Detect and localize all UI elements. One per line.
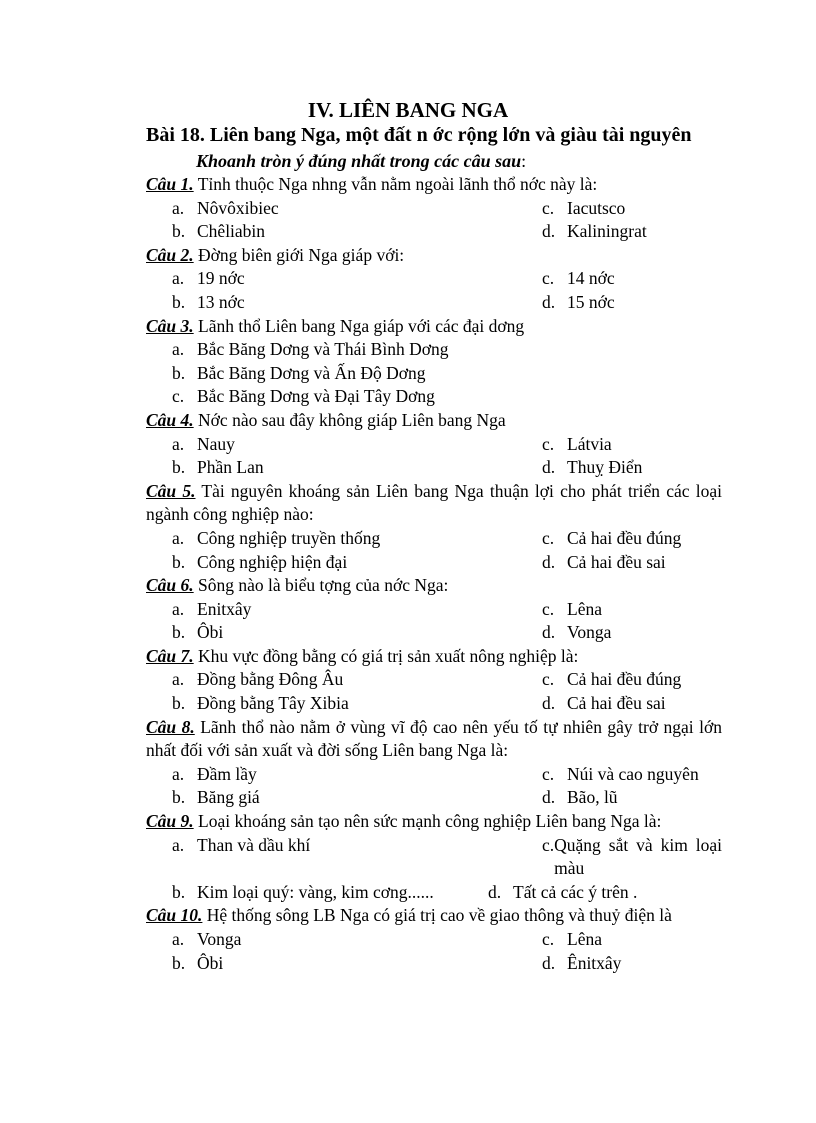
question-text: Sông nào là biểu tợng của nớc Nga: xyxy=(193,575,449,596)
question-text: Loại khoáng sản tạo nên sức mạnh công nghiệp Liên bang Nga là: xyxy=(193,811,662,832)
option-c[interactable]: c. Quặng sắt và kim loại màu xyxy=(542,834,722,879)
option-a[interactable]: a. Đồng bằng Đông Âu xyxy=(172,669,344,690)
option-c[interactable]: c. Cả hai đều đúng xyxy=(542,669,682,690)
option-b[interactable]: b. Công nghiệp hiện đại xyxy=(172,551,348,572)
option-b[interactable]: b. Ôbi xyxy=(172,622,224,643)
option-d[interactable]: d. Kaliningrat xyxy=(542,221,647,242)
lesson-title: Bài 18. Liên bang Nga, một đất n ớc rộng lớn và giàu tài nguyên xyxy=(146,124,692,146)
question-number: Câu 4. xyxy=(146,409,194,430)
option-c[interactable]: c. Lêna xyxy=(542,929,602,949)
question-number: Câu 9. xyxy=(146,811,194,832)
option-b[interactable]: b. 13 nớc xyxy=(172,291,245,312)
question-6 xyxy=(146,574,722,645)
option-a[interactable]: a. Đầm lầy xyxy=(172,763,257,784)
question-number: Câu 5. xyxy=(146,480,196,501)
option-c[interactable]: c. Núi và cao nguyên xyxy=(542,763,699,784)
question-number: Câu 3. xyxy=(146,315,194,336)
option-a[interactable]: a. Nôvôxibiec xyxy=(172,197,279,218)
question-4 xyxy=(146,409,722,480)
option-d[interactable]: d. Bão, lũ xyxy=(542,787,618,808)
option-a[interactable]: a. Bắc Băng Dơng và Thái Bình Dơng xyxy=(172,339,449,360)
option-b[interactable]: b. Phần Lan xyxy=(172,457,264,478)
question-number: Câu 7. xyxy=(146,645,194,666)
option-d[interactable]: d. 15 nớc xyxy=(542,291,615,312)
instruction-colon: : xyxy=(521,151,527,171)
option-c[interactable]: c. Iacutsco xyxy=(542,197,626,218)
option-a[interactable]: a. Vonga xyxy=(172,929,242,949)
question-7 xyxy=(146,645,722,716)
option-a[interactable]: a. Than và dầu khí xyxy=(172,834,311,855)
question-5 xyxy=(146,480,722,574)
question-number: Câu 1. xyxy=(146,174,194,194)
option-d[interactable]: d. Cả hai đều sai xyxy=(542,551,666,572)
option-d[interactable]: d. Tất cả các ý trên . xyxy=(488,881,638,902)
question-3 xyxy=(146,315,722,409)
option-b[interactable]: b. Đồng bằng Tây Xibia xyxy=(172,693,349,714)
question-text: Lãnh thổ Liên bang Nga giáp với các đại dơng xyxy=(193,315,525,336)
question-number: Câu 10. xyxy=(146,905,203,926)
question-8 xyxy=(146,716,722,810)
option-d[interactable]: d. Cả hai đều sai xyxy=(542,693,666,714)
question-text: Tài nguyên khoáng sản Liên bang Nga thuận lợi cho phát triển các loại ngành công nghiệp nào: xyxy=(146,480,722,525)
question-text: Tỉnh thuộc Nga nhng vẫn nằm ngoài lãnh thổ nớc này là: xyxy=(193,174,598,194)
option-a[interactable]: a. Công nghiệp truyền thống xyxy=(172,527,381,548)
question-1 xyxy=(146,173,722,244)
question-text: Khu vực đồng bằng có giá trị sản xuất nông nghiệp là: xyxy=(193,645,579,666)
option-a[interactable]: a. Enitxây xyxy=(172,598,252,619)
option-c[interactable]: c. Lêna xyxy=(542,598,602,619)
option-b[interactable]: b. Chêliabin xyxy=(172,221,266,242)
option-b[interactable]: b. Băng giá xyxy=(172,787,260,808)
option-c[interactable]: c. Bắc Băng Dơng và Đại Tây Dơng xyxy=(172,386,435,407)
option-a[interactable]: a. Nauy xyxy=(172,433,235,454)
question-number: Câu 6. xyxy=(146,575,194,596)
question-text: Đờng biên giới Nga giáp với: xyxy=(193,244,405,265)
option-c[interactable]: c. 14 nớc xyxy=(542,268,615,289)
question-text: Lãnh thổ nào nằm ở vùng vĩ độ cao nên yếu tố tự nhiên gây trở ngại lớn nhất đối với sản xuất và đời sống Liên bang Nga là: xyxy=(146,716,723,761)
instruction xyxy=(196,151,526,172)
option-b[interactable]: b. Bắc Băng Dơng và Ấn Độ Dơng xyxy=(172,362,426,383)
option-d[interactable]: d. Vonga xyxy=(542,622,612,643)
option-c[interactable]: c. Cả hai đều đúng xyxy=(542,527,682,548)
option-d[interactable]: d. Thuỵ Điển xyxy=(542,457,643,478)
page-title: IV. LIÊN BANG NGA xyxy=(307,98,509,122)
question-text: Nớc nào sau đây không giáp Liên bang Nga xyxy=(193,409,506,430)
option-b[interactable]: b. Kim loại quý: vàng, kim cơng...... xyxy=(172,881,434,902)
question-number: Câu 2. xyxy=(146,244,194,265)
question-text: Hệ thống sông LB Nga có giá trị cao về giao thông và thuỷ điện là xyxy=(202,905,672,926)
option-a[interactable]: a. 19 nớc xyxy=(172,268,245,289)
question-2 xyxy=(146,244,722,315)
question-10 xyxy=(146,904,722,975)
question-number: Câu 8. xyxy=(146,716,195,737)
option-b[interactable]: b. Ôbi xyxy=(172,952,224,973)
question-list xyxy=(146,173,722,975)
option-d[interactable]: d. Ênitxây xyxy=(542,952,622,973)
instruction-text: Khoanh tròn ý đúng nhất trong các câu sau xyxy=(196,151,522,171)
question-9 xyxy=(146,810,722,904)
option-c[interactable]: c. Látvia xyxy=(542,433,612,454)
